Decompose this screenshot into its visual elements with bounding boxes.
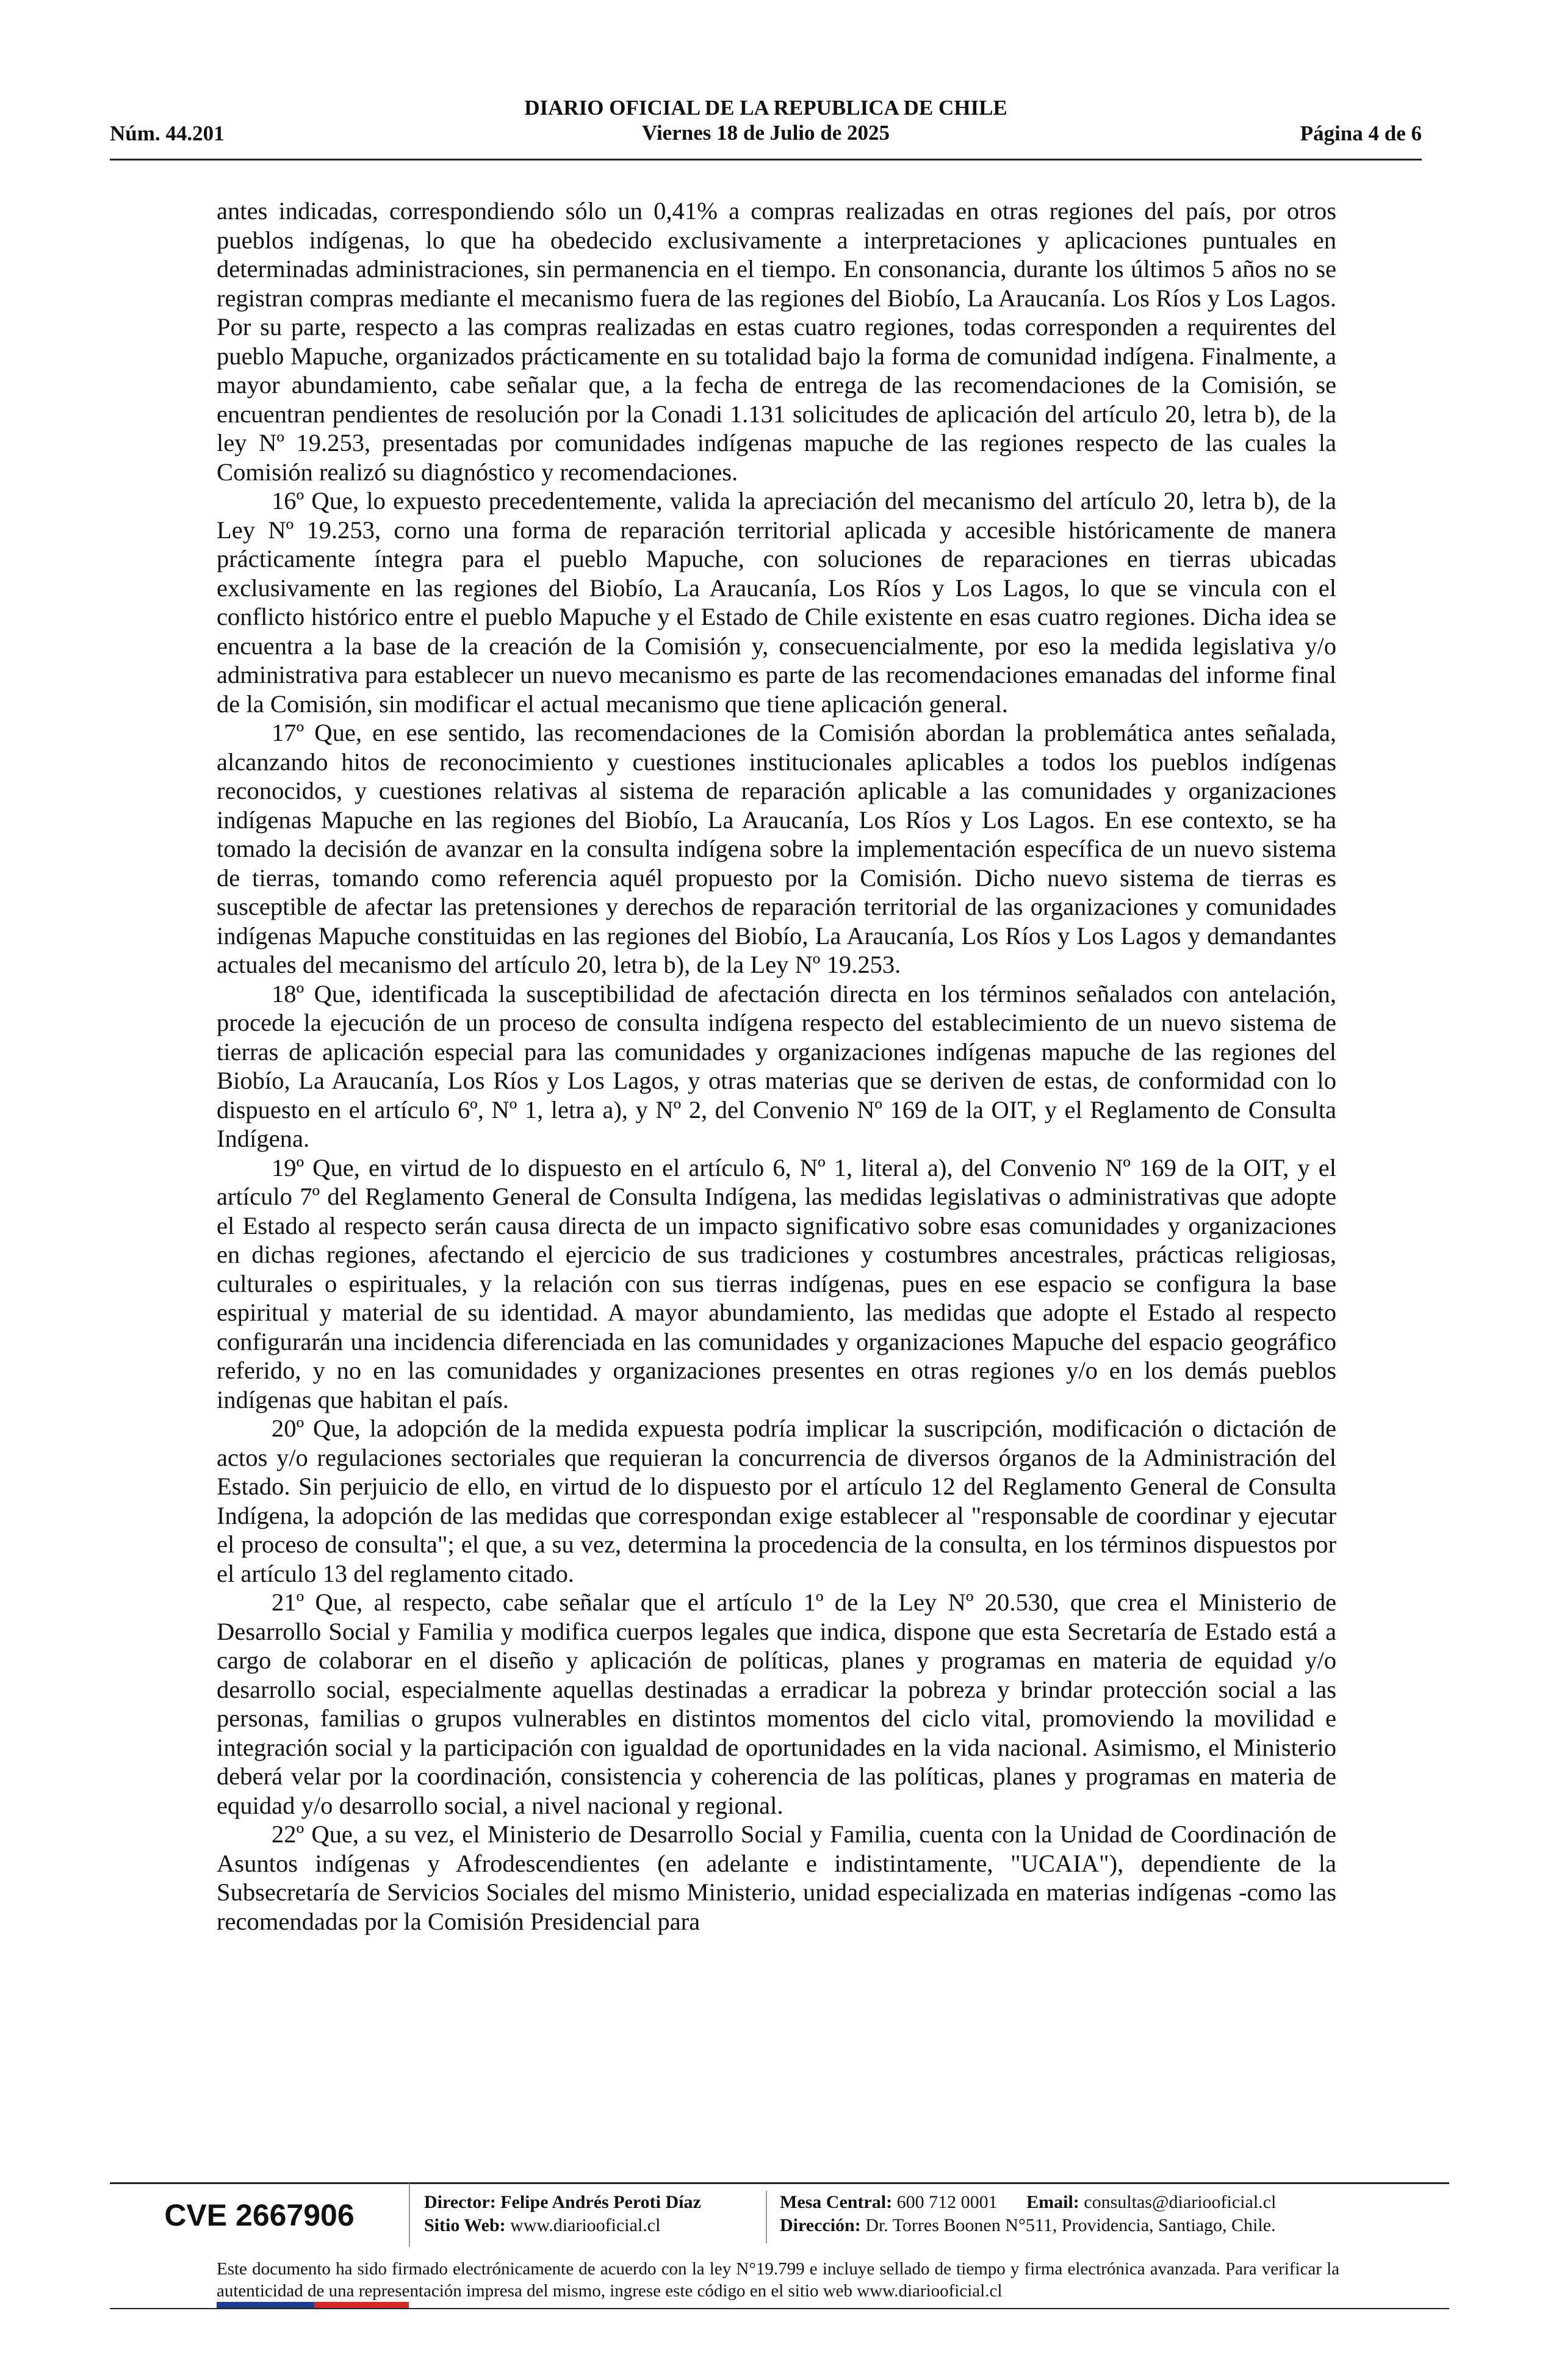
contact-line bbox=[780, 2191, 1451, 2214]
footer-contact-info bbox=[780, 2191, 1451, 2237]
paragraph-20: 20º Que, la adopción de la medida expuesta podría implicar la suscripción, modificación o dictación de actos y/o regulaciones sectoriales que requieran la concurrencia de diversos órganos de la Administración del Estado. Sin perjuicio de ello, en virtud de lo dispuesto por el artículo 12 del Reglamento General de Consulta Indígena, la adopción de las medidas que correspondan exige establecer al "responsable de coordinar y ejecutar el proceso de consulta"; el que, a su vez, determina la procedencia de la consulta, en los términos dispuestos por el artículo 13 del reglamento citado. bbox=[217, 1415, 1336, 1587]
footer-director-info bbox=[424, 2191, 767, 2243]
newspaper-title: DIARIO OFICIAL DE LA REPUBLICA DE CHILE bbox=[524, 96, 1007, 120]
director-name: Felipe Andrés Peroti Díaz bbox=[500, 2192, 701, 2212]
address-line bbox=[780, 2214, 1451, 2237]
mesa-label: Mesa Central: bbox=[780, 2192, 893, 2212]
document-body bbox=[217, 197, 1336, 1936]
paragraph-22: 22º Que, a su vez, el Ministerio de Desarrollo Social y Familia, cuenta con la Unidad de Coordinación de Asuntos indígenas y Afrodescendientes (en adelante e indistintamente, "UCAIA"), dependiente de la Subsecretaría de Servicios Sociales del mismo Ministerio, unidad especializada en materias indígenas -como las recomendadas por la Comisión Presidencial para bbox=[217, 1820, 1336, 1935]
mesa-phone: 600 712 0001 bbox=[896, 2192, 998, 2212]
paragraph-continuation: antes indicadas, correspondiendo sólo un 0,41% a compras realizadas en otras regiones del país, por otros pueblos indígenas, lo que ha obedecido exclusivamente a interpretaciones y aplicaciones puntuales en determinadas administraciones, sin permanencia en el tiempo. En consonancia, durante los últimos 5 años no se registran compras mediante el mecanismo fuera de las regiones del Biobío, La Araucanía. Los Ríos y Los Lagos. Por su parte, respecto a las compras realizadas en estas cuatro regiones, todas corresponden a requirentes del pueblo Mapuche, organizados prácticamente en su totalidad bajo la forma de comunidad indígena. Finalmente, a mayor abundamiento, cabe señalar que, a la fecha de entrega de las recomendaciones de la Comisión, se encuentran pendientes de resolución por la Conadi 1.131 solicitudes de aplicación del artículo 20, letra b), de la ley Nº 19.253, presentadas por comunidades indígenas mapuche de las regiones respecto de las cuales la Comisión realizó su diagnóstico y recomendaciones. bbox=[217, 197, 1336, 486]
website-label: Sitio Web: bbox=[424, 2215, 506, 2235]
footer-divider-bottom bbox=[110, 2308, 1449, 2309]
director-label: Director: bbox=[424, 2192, 496, 2212]
signature-notice: Este documento ha sido firmado electrónicamente de acuerdo con la ley N°19.799 e incluye sellado de tiempo y firma electrónica avanzada. Para verificar la autenticidad de una representación impresa del mismo, ingrese este código en el sitio web www.diariooficial.cl bbox=[217, 2259, 1339, 2301]
cve-code: CVE 2667906 bbox=[110, 2183, 410, 2247]
website-line bbox=[424, 2214, 766, 2237]
page-header bbox=[110, 92, 1422, 160]
email-link[interactable]: consultas@diariooficial.cl bbox=[1084, 2192, 1277, 2212]
director-line bbox=[424, 2191, 766, 2214]
address-value: Dr. Torres Boonen N°511, Providencia, Santiago, Chile. bbox=[865, 2215, 1276, 2235]
address-label: Dirección: bbox=[780, 2215, 861, 2235]
paragraph-17: 17º Que, en ese sentido, las recomendaciones de la Comisión abordan la problemática antes señalada, alcanzando hitos de reconocimiento y cuestiones institucionales aplicables a todos los pueblos indígenas reconocidos, y cuestiones relativas al sistema de reparación aplicable a las comunidades y organizaciones indígenas Mapuche en las regiones del Biobío, La Araucanía, Los Ríos y Los Lagos. En ese contexto, se ha tomado la decisión de avanzar en la consulta indígena sobre la implementación específica de un nuevo sistema de tierras, tomando como referencia aquél propuesto por la Comisión. Dicho nuevo sistema de tierras es susceptible de afectar las pretensiones y derechos de reparación territorial de las organizaciones y comunidades indígenas Mapuche constituidas en las regiones del Biobío, La Araucanía, Los Ríos y Los Lagos y demandantes actuales del mecanismo del artículo 20, letra b), de la Ley Nº 19.253. bbox=[217, 719, 1336, 978]
paragraph-21: 21º Que, al respecto, cabe señalar que el artículo 1º de la Ley Nº 20.530, que crea el Ministerio de Desarrollo Social y Familia y modifica cuerpos legales que indica, dispone que esta Secretaría de Estado está a cargo de colaborar en el diseño y aplicación de políticas, planes y programas en materia de equidad y/o desarrollo social, especialmente aquellas destinadas a erradicar la pobreza y brindar protección social a las personas, familias o grupos vulnerables en distintos momentos del ciclo vital, promoviendo la movilidad e integración social y la participación con igualdad de oportunidades en la vida nacional. Asimismo, el Ministerio deberá velar por la coordinación, consistencia y coherencia de las políticas, planes y programas en materia de equidad y/o desarrollo social, a nivel nacional y regional. bbox=[217, 1588, 1336, 1819]
header-center bbox=[110, 95, 1422, 145]
paragraph-18: 18º Que, identificada la susceptibilidad de afectación directa en los términos señalados con antelación, procede la ejecución de un proceso de consulta indígena respecto del establecimiento de un nuevo sistema de tierras de aplicación especial para las comunidades y organizaciones indígenas mapuche de las regiones del Biobío, La Araucanía, Los Ríos y Los Lagos, y otras materias que se deriven de estas, de conformidad con lo dispuesto en el artículo 6º, Nº 1, letra a), y Nº 2, del Convenio Nº 169 de la OIT, y el Reglamento de Consulta Indígena. bbox=[217, 979, 1336, 1152]
paragraph-19: 19º Que, en virtud de lo dispuesto en el artículo 6, Nº 1, literal a), del Convenio Nº 169 de la OIT, y el artículo 7º del Reglamento General de Consulta Indígena, las medidas legislativas o administrativas que adopte el Estado al respecto serán causa directa de un impacto significativo sobre esas comunidades y organizaciones en dichas regiones, afectando el ejercicio de sus tradiciones y costumbres ancestrales, prácticas religiosas, culturales o espirituales, y la relación con sus tierras indígenas, pues en ese espacio se configura la base espiritual y material de su identidad. A mayor abundamiento, las medidas que adopte el Estado al respecto configurarán una incidencia diferenciada en las comunidades y organizaciones Mapuche del espacio geográfico referido, y no en las comunidades y organizaciones presentes en otras regiones y/o en los demás pueblos indígenas que habitan el país. bbox=[217, 1153, 1336, 1413]
page-number: Página 4 de 6 bbox=[1300, 121, 1422, 145]
issue-number: Núm. 44.201 bbox=[110, 121, 225, 145]
paragraph-16: 16º Que, lo expuesto precedentemente, valida la apreciación del mecanismo del artículo 20, letra b), de la Ley Nº 19.253, corno una forma de reparación territorial aplicada y accesible históricamente de manera prácticamente íntegra para el pueblo Mapuche, con soluciones de reparaciones en tierras ubicadas exclusivamente en las regiones del Biobío, La Araucanía, Los Ríos y Los Lagos, lo que se vincula con el conflicto histórico entre el pueblo Mapuche y el Estado de Chile existente en esas cuatro regiones. Dicha idea se encuentra a la base de la creación de la Comisión y, consecuencialmente, por eso la medida legislativa y/o administrativa para establecer un nuevo mecanismo es parte de las recomendaciones emanadas del informe final de la Comisión, sin modificar el actual mecanismo que tiene aplicación general. bbox=[217, 487, 1336, 718]
email-label: Email: bbox=[1026, 2192, 1079, 2212]
issue-date: Viernes 18 de Julio de 2025 bbox=[641, 121, 890, 145]
website-link[interactable]: www.diariooficial.cl bbox=[510, 2215, 661, 2235]
